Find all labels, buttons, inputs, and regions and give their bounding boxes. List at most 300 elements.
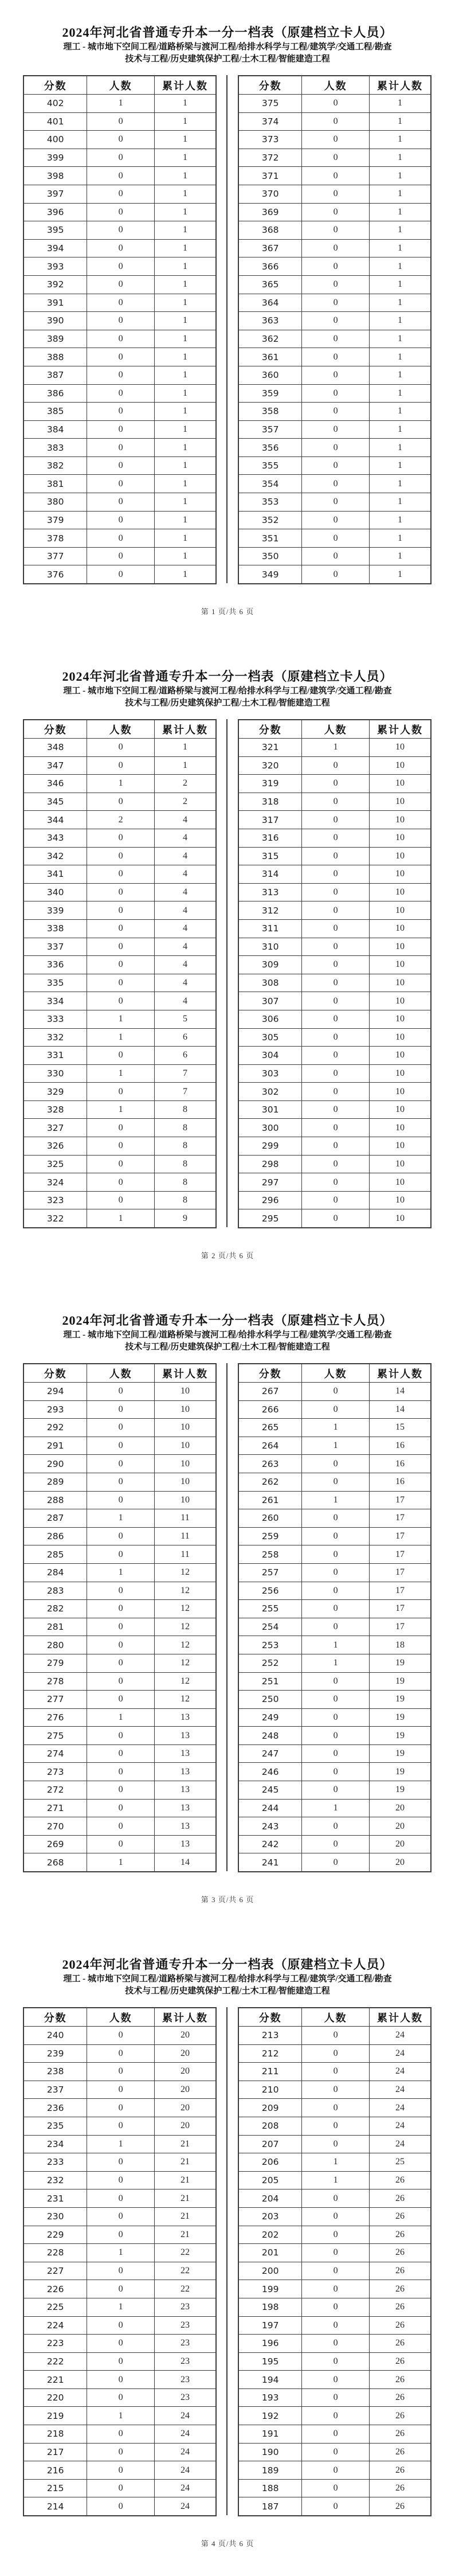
cumulative-cell: 1 [154,203,216,221]
score-cell: 267 [238,1383,302,1401]
score-cell: 362 [238,330,302,348]
score-cell: 224 [23,2316,87,2335]
count-cell: 0 [302,511,370,529]
cumulative-cell: 1 [369,456,431,475]
page-subtitle [0,1329,455,1353]
count-cell: 0 [87,2335,155,2353]
table-row [23,112,216,131]
table-row [23,275,216,294]
count-cell: 0 [87,221,155,240]
score-cell: 240 [23,2027,87,2045]
count-cell: 0 [87,257,155,276]
score-cell: 271 [23,1799,87,1817]
table-row [238,1137,431,1156]
table-row [23,439,216,457]
count-cell: 1 [302,2171,370,2189]
score-cell: 257 [238,1563,302,1582]
count-cell: 0 [302,2479,370,2497]
score-cell: 385 [23,403,87,421]
score-cell: 340 [23,883,87,901]
count-cell: 0 [302,330,370,348]
cumulative-cell: 1 [154,511,216,529]
table-header [238,2008,431,2027]
score-cell: 363 [238,312,302,330]
count-cell: 0 [87,456,155,475]
cumulative-cell: 4 [154,938,216,956]
score-cell: 209 [238,2099,302,2117]
score-cell: 249 [238,1708,302,1727]
table-row [23,565,216,584]
cumulative-cell: 26 [369,2443,431,2461]
cumulative-cell: 17 [369,1582,431,1600]
cumulative-cell: 10 [369,919,431,938]
count-cell: 0 [87,1400,155,1419]
cumulative-cell: 1 [154,420,216,439]
score-table-right [238,2007,432,2516]
table-row [238,1708,431,1727]
table-row [23,1455,216,1473]
table-row [23,811,216,829]
count-cell: 0 [87,2479,155,2497]
subtitle-line-2: 技术与工程/历史建筑保护工程/土木工程/智能建造工程 [125,1342,330,1352]
col-header-score: 分数 [23,2008,87,2027]
cumulative-cell: 26 [369,2207,431,2226]
count-cell: 0 [302,565,370,584]
count-cell: 0 [302,1455,370,1473]
table-row [23,1383,216,1401]
score-cell: 342 [23,847,87,865]
score-cell: 190 [238,2443,302,2461]
table-row [238,1119,431,1137]
count-cell: 0 [302,348,370,366]
cumulative-cell: 1 [154,384,216,403]
cumulative-cell: 1 [154,547,216,565]
score-table-right [238,719,432,1228]
table-row [238,1010,431,1028]
cumulative-cell: 17 [369,1491,431,1509]
cumulative-cell: 12 [154,1672,216,1691]
table-row [23,2407,216,2425]
cumulative-cell: 24 [369,2044,431,2063]
cumulative-cell: 1 [369,565,431,584]
cumulative-cell: 4 [154,901,216,920]
cumulative-cell: 24 [369,2099,431,2117]
table-row [238,2171,431,2189]
score-cell: 306 [238,1010,302,1028]
table-row [238,956,431,974]
score-cell: 230 [23,2207,87,2226]
cumulative-cell: 12 [154,1691,216,1709]
cumulative-cell: 24 [369,2063,431,2081]
table-row [23,938,216,956]
score-cell: 297 [238,1173,302,1192]
score-cell: 275 [23,1727,87,1745]
table-row [23,1545,216,1564]
count-cell: 0 [87,1618,155,1636]
cumulative-cell: 16 [369,1473,431,1491]
count-cell: 0 [302,829,370,847]
table-row [23,1636,216,1654]
score-cell: 246 [238,1763,302,1781]
cumulative-cell: 14 [369,1383,431,1401]
score-cell: 189 [238,2461,302,2480]
cumulative-cell: 2 [154,793,216,811]
score-cell: 212 [238,2044,302,2063]
count-cell: 0 [302,1835,370,1853]
count-cell: 0 [302,2443,370,2461]
cumulative-cell: 26 [369,2407,431,2425]
score-cell: 358 [238,403,302,421]
cumulative-cell: 26 [369,2262,431,2280]
cumulative-cell: 24 [154,2407,216,2425]
table-row [23,2135,216,2153]
cumulative-cell: 26 [369,2371,431,2389]
count-cell: 0 [302,2063,370,2081]
count-cell: 1 [87,1853,155,1872]
cumulative-cell: 24 [154,2443,216,2461]
score-cell: 225 [23,2298,87,2316]
count-cell: 0 [87,275,155,294]
cumulative-cell: 23 [154,2335,216,2353]
score-cell: 382 [23,456,87,475]
cumulative-cell: 23 [154,2316,216,2335]
score-table-left [23,2007,217,2516]
cumulative-cell: 10 [154,1473,216,1491]
count-cell: 0 [87,529,155,548]
table-row [23,1835,216,1853]
table-row [238,2117,431,2135]
score-cell: 208 [238,2117,302,2135]
table-row [23,2226,216,2244]
score-cell: 378 [23,529,87,548]
table-row [23,2244,216,2262]
cumulative-cell: 21 [154,2189,216,2208]
count-cell: 0 [302,112,370,131]
col-header-count: 人数 [302,76,370,95]
table-row [238,829,431,847]
table-row [238,185,431,203]
count-cell: 0 [302,1137,370,1156]
table-row [23,1799,216,1817]
table-row [23,167,216,185]
col-header-count: 人数 [87,76,155,95]
cumulative-cell: 26 [369,2244,431,2262]
score-cell: 261 [238,1491,302,1509]
table-row [23,475,216,493]
tables-area [0,719,455,1230]
score-cell: 335 [23,974,87,992]
cumulative-cell: 26 [369,2425,431,2444]
cumulative-cell: 1 [369,167,431,185]
table-row [238,1817,431,1836]
count-cell: 0 [302,2335,370,2353]
table-row [23,992,216,1010]
score-cell: 312 [238,901,302,920]
cumulative-cell: 1 [154,112,216,131]
count-cell: 0 [87,974,155,992]
count-cell: 0 [302,529,370,548]
score-cell: 368 [238,221,302,240]
score-cell: 238 [23,2063,87,2081]
table-row [238,167,431,185]
score-cell: 294 [23,1383,87,1401]
cumulative-cell: 10 [369,883,431,901]
count-cell: 0 [302,2407,370,2425]
score-cell: 194 [238,2371,302,2389]
score-cell: 324 [23,1173,87,1192]
column-divider-line [226,2007,227,2515]
table-body-left [23,739,216,1228]
table-row [238,348,431,366]
cumulative-cell: 24 [369,2027,431,2045]
score-cell: 216 [23,2461,87,2480]
count-cell: 0 [87,185,155,203]
cumulative-cell: 7 [154,1064,216,1083]
score-cell: 227 [23,2262,87,2280]
cumulative-cell: 10 [154,1400,216,1419]
score-cell: 315 [238,847,302,865]
cumulative-cell: 1 [369,131,431,149]
table-row [238,2099,431,2117]
table-row [238,1654,431,1672]
cumulative-cell: 21 [154,2171,216,2189]
table-row [23,366,216,384]
table-body-left [23,2027,216,2516]
count-cell: 0 [302,2497,370,2516]
table-row [238,1383,431,1401]
score-cell: 389 [23,330,87,348]
count-cell: 0 [87,1781,155,1800]
count-cell: 0 [87,2461,155,2480]
col-header-cumulative: 累计人数 [369,2008,431,2027]
cumulative-cell: 10 [369,1155,431,1173]
cumulative-cell: 23 [154,2298,216,2316]
cumulative-cell: 1 [369,294,431,312]
table-row [238,239,431,257]
score-cell: 286 [23,1527,87,1545]
count-cell: 0 [87,475,155,493]
subtitle-line-2: 技术与工程/历史建筑保护工程/土木工程/智能建造工程 [125,1986,330,1996]
table-row [23,384,216,403]
table-header [23,2008,216,2027]
cumulative-cell: 10 [369,1137,431,1156]
cumulative-cell: 1 [369,257,431,276]
cumulative-cell: 7 [154,1083,216,1101]
score-cell: 296 [238,1191,302,1209]
score-cell: 192 [238,2407,302,2425]
count-cell: 0 [302,1173,370,1192]
cumulative-cell: 20 [369,1799,431,1817]
table-row [238,1636,431,1654]
table-row [23,185,216,203]
count-cell: 0 [302,1563,370,1582]
score-cell: 211 [238,2063,302,2081]
table-row [23,1473,216,1491]
count-cell: 1 [87,1100,155,1119]
table-row [238,2189,431,2208]
table-row [238,2063,431,2081]
table-row [238,1047,431,1065]
cumulative-cell: 19 [369,1763,431,1781]
score-cell: 262 [238,1473,302,1491]
cumulative-cell: 26 [369,2226,431,2244]
cumulative-cell: 1 [369,529,431,548]
table-row [238,565,431,584]
score-cell: 349 [238,565,302,584]
score-cell: 313 [238,883,302,901]
score-cell: 326 [23,1137,87,1156]
col-header-cumulative: 累计人数 [369,720,431,739]
count-cell: 0 [302,1191,370,1209]
score-cell: 295 [238,1209,302,1228]
page-title: 2024年河北省普通专升本一分一档表（原建档立卡人员） [62,1313,393,1328]
cumulative-cell: 1 [369,185,431,203]
subtitle-line-2: 技术与工程/历史建筑保护工程/土木工程/智能建造工程 [125,698,330,708]
score-cell: 269 [23,1835,87,1853]
count-cell: 1 [87,1028,155,1047]
score-cell: 244 [238,1799,302,1817]
score-cell: 317 [238,811,302,829]
cumulative-cell: 1 [154,439,216,457]
cumulative-cell: 12 [154,1582,216,1600]
count-cell: 0 [87,756,155,775]
table-row [238,756,431,775]
table-row [238,275,431,294]
score-cell: 391 [23,294,87,312]
table-row [23,1209,216,1228]
page [0,0,455,644]
table-row [23,2479,216,2497]
score-cell: 221 [23,2371,87,2389]
table-row [238,1763,431,1781]
score-cell: 353 [238,493,302,512]
table-row [23,793,216,811]
table-row [238,775,431,793]
count-cell: 0 [87,1545,155,1564]
count-cell: 0 [87,2425,155,2444]
count-cell: 0 [302,312,370,330]
count-cell: 0 [302,1100,370,1119]
table-row [238,1727,431,1745]
score-cell: 290 [23,1455,87,1473]
table-row [238,456,431,475]
cumulative-cell: 13 [154,1835,216,1853]
score-cell: 307 [238,992,302,1010]
cumulative-cell: 20 [154,2044,216,2063]
score-cell: 254 [238,1618,302,1636]
score-cell: 341 [23,865,87,884]
count-cell: 0 [87,239,155,257]
count-cell: 1 [302,1636,370,1654]
table-row [23,1708,216,1727]
cumulative-cell: 13 [154,1799,216,1817]
col-header-count: 人数 [302,720,370,739]
table-row [238,1155,431,1173]
score-cell: 311 [238,919,302,938]
table-row [238,366,431,384]
table-row [238,529,431,548]
count-cell: 0 [87,938,155,956]
count-cell: 0 [302,1691,370,1709]
cumulative-cell: 1 [154,294,216,312]
score-cell: 319 [238,775,302,793]
score-cell: 292 [23,1419,87,1437]
score-cell: 210 [238,2081,302,2099]
count-cell: 0 [302,257,370,276]
count-cell: 0 [87,2081,155,2099]
col-header-count: 人数 [87,720,155,739]
table-row [23,294,216,312]
table-row [23,1137,216,1156]
score-cell: 197 [238,2316,302,2335]
count-cell: 0 [87,1473,155,1491]
score-cell: 237 [23,2081,87,2099]
cumulative-cell: 1 [369,439,431,457]
count-cell: 0 [87,1455,155,1473]
score-table-left [23,719,217,1228]
score-cell: 276 [23,1708,87,1727]
table-row [238,2425,431,2444]
score-cell: 253 [238,1636,302,1654]
table-row [238,739,431,757]
cumulative-cell: 1 [369,403,431,421]
score-cell: 402 [23,95,87,113]
count-cell: 0 [87,2153,155,2172]
score-cell: 274 [23,1744,87,1763]
header-row [238,2008,431,2027]
score-cell: 338 [23,919,87,938]
score-cell: 357 [238,420,302,439]
col-header-score: 分数 [238,76,302,95]
cumulative-cell: 10 [369,1119,431,1137]
col-header-count: 人数 [302,1364,370,1383]
table-row [238,257,431,276]
score-cell: 347 [23,756,87,775]
cumulative-cell: 4 [154,883,216,901]
cumulative-cell: 21 [154,2226,216,2244]
cumulative-cell: 26 [369,2335,431,2353]
count-cell: 0 [87,2316,155,2335]
cumulative-cell: 13 [154,1744,216,1763]
table-row [23,456,216,475]
page [0,1288,455,1932]
table-row [23,1691,216,1709]
table-row [238,974,431,992]
table-row [238,2461,431,2480]
cumulative-cell: 11 [154,1509,216,1528]
score-cell: 392 [23,275,87,294]
table-row [238,95,431,113]
cumulative-cell: 5 [154,1010,216,1028]
count-cell: 0 [87,2352,155,2371]
count-cell: 0 [302,2081,370,2099]
table-row [23,865,216,884]
cumulative-cell: 1 [154,456,216,475]
table-row [23,1781,216,1800]
cumulative-cell: 1 [154,348,216,366]
count-cell: 1 [87,1010,155,1028]
cumulative-cell: 1 [154,149,216,167]
count-cell: 0 [87,1419,155,1437]
count-cell: 0 [302,901,370,920]
count-cell: 0 [87,1817,155,1836]
score-cell: 384 [23,420,87,439]
score-cell: 266 [238,1400,302,1419]
count-cell: 0 [87,312,155,330]
cumulative-cell: 1 [369,221,431,240]
cumulative-cell: 1 [369,275,431,294]
count-cell: 0 [87,1191,155,1209]
